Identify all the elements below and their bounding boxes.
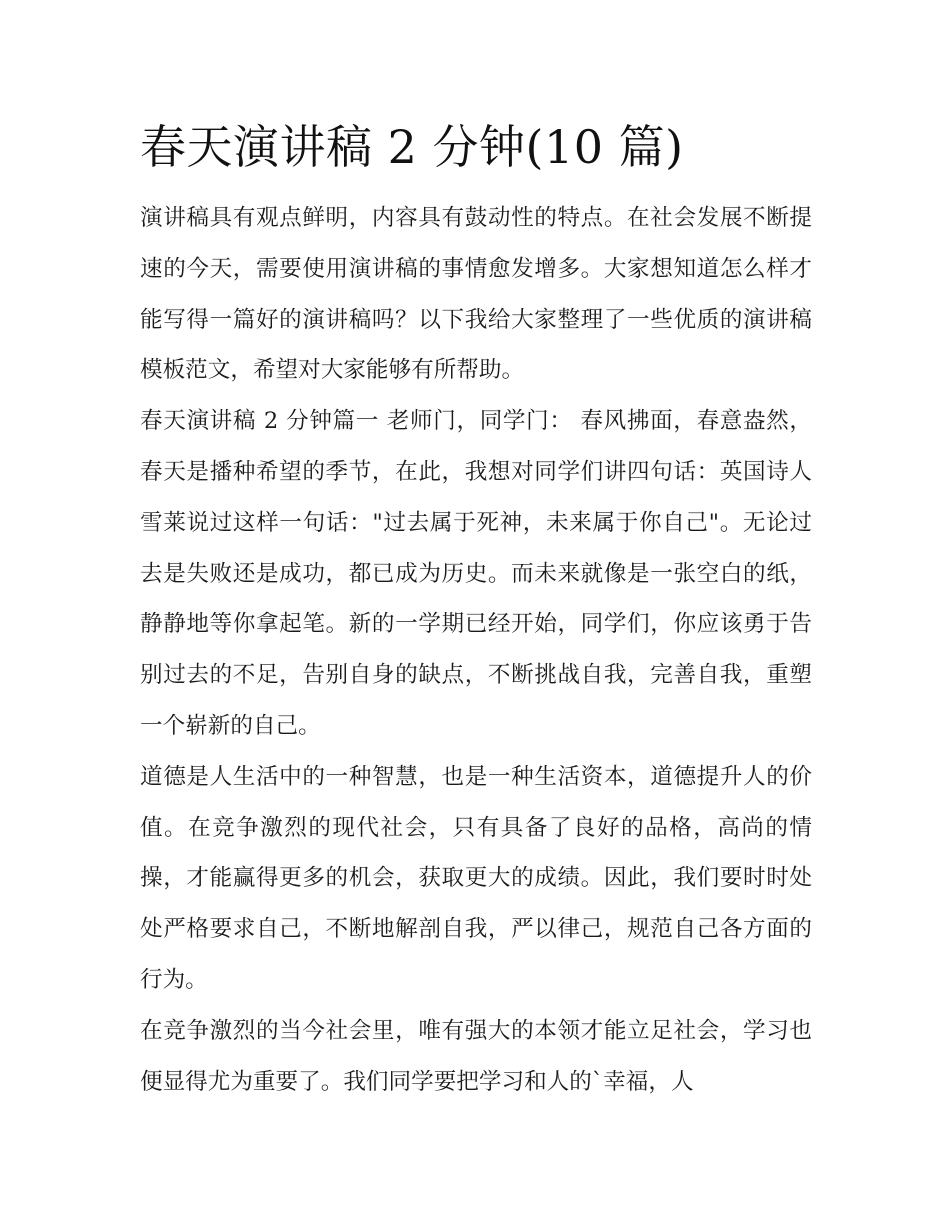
- paragraph-intro: 演讲稿具有观点鲜明，内容具有鼓动性的特点。在社会发展不断提速的今天，需要使用演讲稿的事情愈发增多。大家想知道怎么样才能写得一篇好的演讲稿吗？以下我给大家整理了一些优质的演讲稿模板范文，希望对大家能够有所帮助。: [140, 205, 812, 384]
- paragraph-morality: 道德是人生活中的一种智慧，也是一种生活资本，道德提升人的价值。在竞争激烈的现代社会，只有具备了良好的品格，高尚的情操，才能赢得更多的机会，获取更大的成绩。因此，我们要时时处处严格要求自己，不断地解剖自我，严以律己，规范自己各方面的行为。: [140, 763, 812, 993]
- paragraph-speech-one: 春天演讲稿 2 分钟篇一 老师门，同学门： 春风拂面，春意盎然，春天是播种希望的季节，在此，我想对同学们讲四句话：英国诗人雪莱说过这样一句话："过去属于死神，未来属于你自己"。无论过去是失败还是成功，都已成为历史。而未来就像是一张空白的纸，静静地等你拿起笔。新的一学期已经开始，同学们，你应该勇于告别过去的不足，告别自身的缺点，不断挑战自我，完善自我，重塑一个崭新的自己。: [140, 408, 812, 739]
- paragraph-competition: 在竞争激烈的当今社会里，唯有强大的本领才能立足社会，学习也便显得尤为重要了。我们同学要把学习和人的`幸福，人: [140, 1017, 812, 1095]
- document-title: 春天演讲稿 2 分钟(10 篇): [140, 120, 684, 174]
- document-body: [140, 118, 812, 1107]
